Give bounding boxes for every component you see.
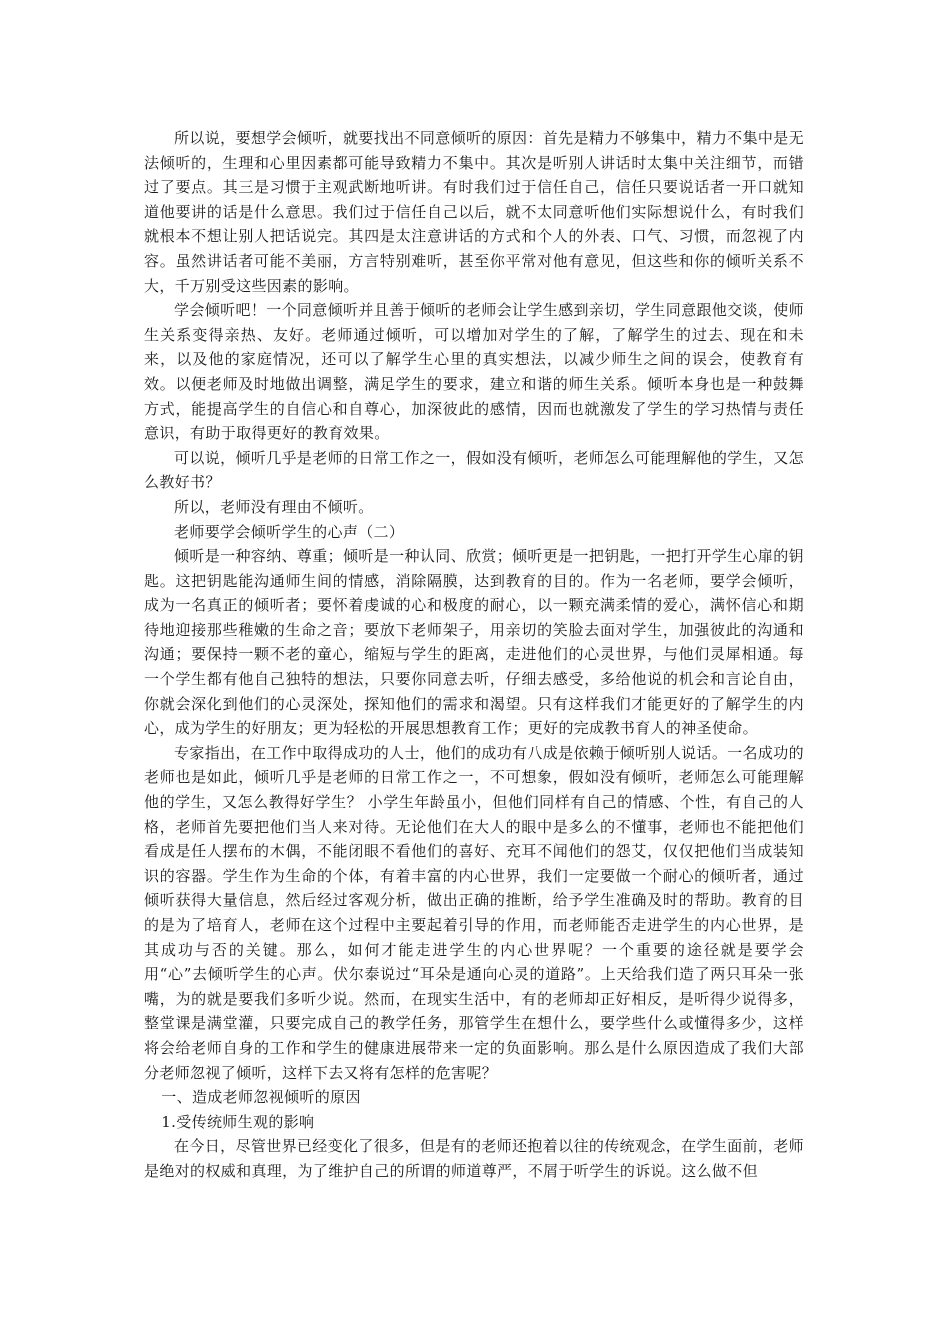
paragraph-learn-to-listen: 学会倾听吧！一个同意倾听并且善于倾听的老师会让学生感到亲切，学生同意跟他交谈，使师生关系变得亲热、友好。老师通过倾听，可以增加对学生的了解，了解学生的过去、现在和未来，以及他的家庭情况，还可以了解学生心里的真实想法，以减少师生之间的误会，使教育有效。以便老师及时地做出调整，满足学生的要求，建立和谐的师生关系。倾听本身也是一种鼓舞方式，能提高学生的自信心和自尊心，加深彼此的感情，因而也就激发了学生的学习热情与责任意识，有助于取得更好的教育效果。	[144, 301, 804, 443]
paragraph-listening-is-key: 倾听是一种容纳、尊重；倾听是一种认同、欣赏；倾听更是一把钥匙，一把打开学生心扉的钥匙。这把钥匙能沟通师生间的情感，消除隔膜，达到教育的目的。作为一名老师，要学会倾听，成为一名真正的倾听者；要怀着虔诚的心和极度的耐心，以一颗充满柔情的爱心，满怀信心和期待地迎接那些稚嫩的生命之音；要放下老师架子，用亲切的笑脸去面对学生，加强彼此的沟通和沟通；要保持一颗不老的童心，缩短与学生的距离，走进他们的心灵世界，与他们灵犀相通。每一个学生都有他自己独特的想法，只要你同意去听，仔细去感受，多给他说的机会和言论自由，你就会深化到他们的心灵深处，探知他们的需求和渴望。只有这样我们才能更好的了解学生的内心，成为学生的好朋友；更为轻松的开展思想教育工作；更好的完成教书育人的神圣使命。	[144, 547, 804, 738]
section-title-part-two: 老师要学会倾听学生的心声（二）	[174, 522, 405, 541]
paragraph-listening-obstacles: 所以说，要想学会倾听，就要找出不同意倾听的原因：首先是精力不够集中，精力不集中是无法倾听的，生理和心里因素都可能导致精力不集中。其次是听别人讲话时太集中关注细节，而错过了要点。其三是习惯于主观武断地听讲。有时我们过于信任自己，信任只要说话者一开口就知道他要讲的话是什么意思。我们过于信任自己以后，就不太同意听他们实际想说什么，有时我们就根本不想让别人把话说完。其四是太注意讲话的方式和个人的外表、口气、习惯，而忽视了内容。虽然讲话者可能不美丽，方言特别难听，甚至你平常对他有意见，但这些和你的倾听关系不大，千万别受这些因素的影响。	[144, 129, 804, 295]
paragraph-daily-work: 可以说，倾听几乎是老师的日常工作之一，假如没有倾听，老师怎么可能理解他的学生，又怎么教好书？	[144, 448, 804, 492]
document-body	[144, 126, 804, 1184]
paragraph-today: 在今日，尽管世界已经变化了很多，但是有的老师还抱着以往的传统观念，在学生面前，老师是绝对的权威和真理，为了维护自己的所谓的师道尊严，不屑于听学生的诉说。这么做不但	[144, 1137, 804, 1180]
subheading-traditional-view: 1.受传统师生观的影响	[161, 1112, 315, 1131]
heading-causes: 一、造成老师忽视倾听的原因	[161, 1088, 361, 1107]
paragraph-no-reason: 所以，老师没有理由不倾听。	[174, 497, 374, 516]
paragraph-expert-view: 专家指出，在工作中取得成功的人士，他们的成功有八成是依赖于倾听别人说话。一名成功的老师也是如此，倾听几乎是老师的日常工作之一，不可想象，假如没有倾听，老师怎么可能理解他的学生，又怎么教得好学生？ 小学生年龄虽小，但他们同样有自己的情感、个性，有自己的人格，老师首先要把他们当人来对待。无论他们在大人的眼中是多么的不懂事，老师也不能把他们看成是任人摆布的木偶，不能闭眼不看他们的喜好、充耳不闻他们的怨艾，仅仅把他们当成装知识的容器。学生作为生命的个体，有着丰富的内心世界，我们一定要做一个耐心的倾听者，通过倾听获得大量信息，然后经过客观分析，做出正确的推断，给予学生准确及时的帮助。教育的目的是为了培育人，老师在这个过程中主要起着引导的作用，而老师能否走进学生的内心世界，是其成功与否的关键。那么，如何才能走进学生的内心世界呢？一个重要的途径就是要学会用“心”去倾听学生的心声。伏尔泰说过“耳朵是通向心灵的道路”。上天给我们造了两只耳朵一张嘴，为的就是要我们多听少说。然而，在现实生活中，有的老师却正好相反，是听得少说得多，整堂课是满堂灌，只要完成自己的教学任务，那管学生在想什么，要学些什么或懂得多少，这样将会给老师自身的工作和学生的健康进展带来一定的负面影响。那么是什么原因造成了我们大部分老师忽视了倾听，这样下去又将有怎样的危害呢？	[144, 743, 804, 1082]
